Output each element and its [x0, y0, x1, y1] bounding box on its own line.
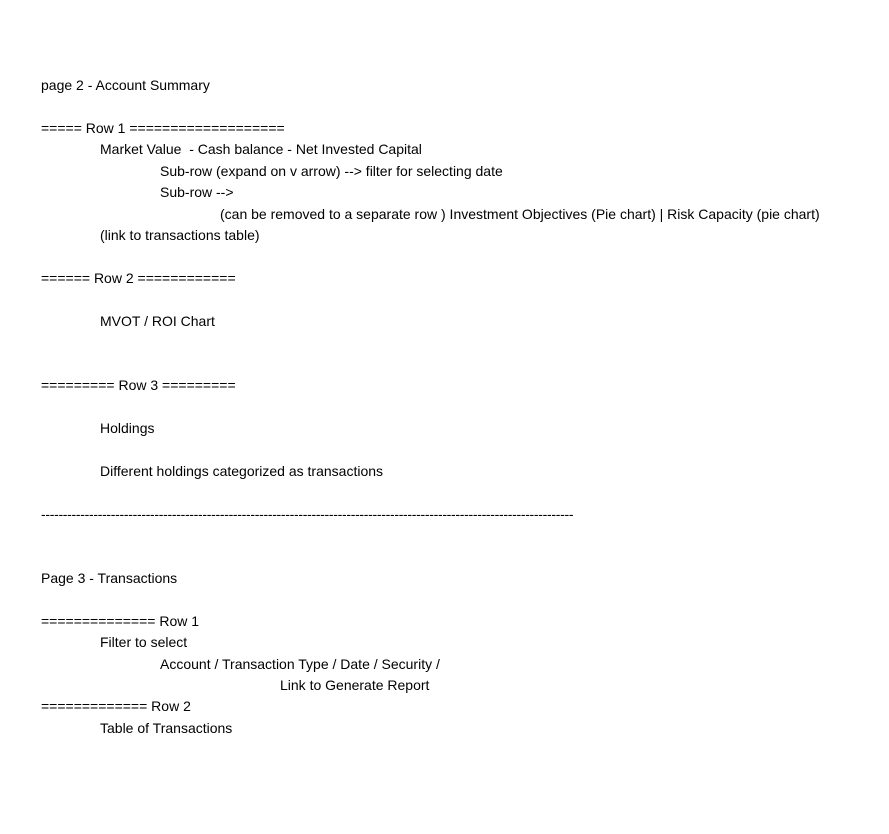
page3-row2-header: ============= Row 2: [41, 698, 191, 714]
page3-row1-report-link-note: Link to Generate Report: [280, 677, 430, 693]
page2-row3-header: ========= Row 3 =========: [41, 377, 236, 393]
page2-row1-header: ===== Row 1 ===================: [41, 120, 285, 136]
page2-title: page 2 - Account Summary: [41, 77, 210, 93]
page3-row1-header: ============== Row 1: [41, 613, 200, 629]
page2-row1-subrow-charts-detail: (can be removed to a separate row ) Investment Objectives (Pie chart) | Risk Capacity (pie chart): [220, 206, 820, 222]
page2-row1-subrow-date-filter: Sub-row (expand on v arrow) --> filter for selecting date: [160, 163, 503, 179]
page2-row2-header: ====== Row 2 ============: [41, 270, 236, 286]
page2-row1-subrow-charts: Sub-row -->: [160, 184, 234, 200]
page3-row1-filter-fields: Account / Transaction Type / Date / Security /: [160, 656, 440, 672]
page3-row2-table-note: Table of Transactions: [100, 720, 233, 736]
page2-row1-transactions-link-note: (link to transactions table): [100, 227, 260, 243]
page3-title: Page 3 - Transactions: [41, 570, 178, 586]
page2-row1-metrics: Market Value - Cash balance - Net Invested Capital: [100, 141, 422, 157]
page2-row3-holdings-detail: Different holdings categorized as transactions: [100, 463, 384, 479]
page2-row3-holdings: Holdings: [100, 420, 155, 436]
page2-row2-chart-note: MVOT / ROI Chart: [100, 313, 215, 329]
page3-row1-filter-label: Filter to select: [100, 634, 188, 650]
page-separator: --------------------------------------------------------------------------------------------------------------------------: [41, 506, 574, 522]
